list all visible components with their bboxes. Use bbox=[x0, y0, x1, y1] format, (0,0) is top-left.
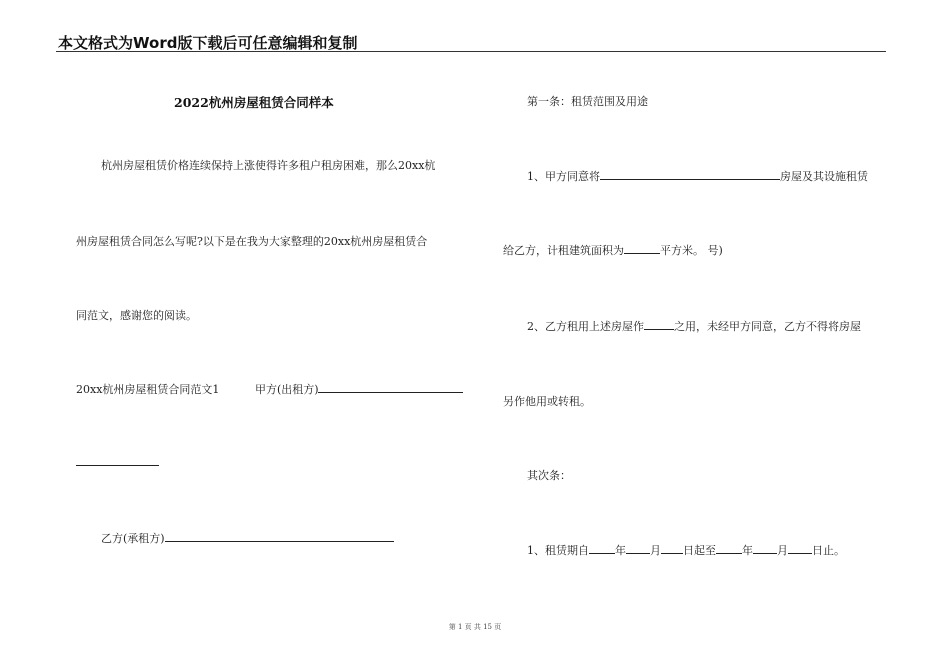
party-a-blank-continued bbox=[76, 465, 159, 466]
property-address-blank bbox=[600, 169, 780, 180]
start-day-blank bbox=[661, 543, 683, 554]
lease-term-line bbox=[527, 542, 845, 558]
item-2-prefix: 2、乙方租用上述房屋作 bbox=[527, 320, 644, 333]
party-b-label: 乙方(承租方) bbox=[101, 532, 165, 545]
usage-blank bbox=[644, 319, 674, 330]
end-year-label: 年 bbox=[742, 544, 753, 557]
item-1-area-text: 给乙方，计租建筑面积为 bbox=[503, 244, 624, 257]
year-label: 年 bbox=[615, 544, 626, 557]
party-a-label: 甲方(出租方) bbox=[255, 383, 319, 396]
item-1-line-1 bbox=[527, 168, 868, 184]
end-month-blank bbox=[753, 543, 777, 554]
contract-sample-label: 20xx杭州房屋租赁合同范文1 bbox=[76, 383, 220, 396]
area-blank bbox=[624, 243, 660, 254]
page-header-title: 本文格式为Word版下载后可任意编辑和复制 bbox=[58, 34, 358, 52]
day-to-label: 日起至 bbox=[683, 544, 716, 557]
item-2-line-2: 另作他用或转租。 bbox=[503, 395, 591, 408]
item-2-suffix: 之用，未经甲方同意，乙方不得将房屋 bbox=[674, 320, 861, 333]
item-1-area-unit: 平方米。 号) bbox=[660, 244, 723, 257]
article-1-heading: 第一条：租赁范围及用途 bbox=[527, 95, 648, 108]
header-divider bbox=[56, 51, 886, 52]
end-day-label: 日止。 bbox=[812, 544, 845, 557]
page-number-footer: 第 1 页 共 15 页 bbox=[448, 623, 502, 631]
article-2-heading: 其次条： bbox=[527, 469, 571, 482]
lease-term-prefix: 1、租赁期自 bbox=[527, 544, 589, 557]
intro-line-3: 同范文，感谢您的阅读。 bbox=[76, 309, 197, 322]
party-a-blank bbox=[318, 392, 463, 393]
end-day-blank bbox=[788, 543, 812, 554]
party-b-blank bbox=[165, 541, 394, 542]
start-year-blank bbox=[589, 543, 615, 554]
start-month-blank bbox=[626, 543, 650, 554]
item-1-line-2 bbox=[503, 242, 723, 258]
document-title: 2022杭州房屋租赁合同样本 bbox=[174, 95, 334, 110]
end-year-blank bbox=[716, 543, 742, 554]
item-1-prefix: 1、甲方同意将 bbox=[527, 170, 600, 183]
month-label: 月 bbox=[650, 544, 661, 557]
intro-line-1: 杭州房屋租赁价格连续保持上涨使得许多租户租房困难，那么20xx杭 bbox=[101, 159, 436, 172]
intro-line-2: 州房屋租赁合同怎么写呢?以下是在我为大家整理的20xx杭州房屋租赁合 bbox=[76, 235, 428, 248]
item-1-suffix: 房屋及其设施租赁 bbox=[780, 170, 868, 183]
item-2-line-1 bbox=[527, 318, 861, 334]
end-month-label: 月 bbox=[777, 544, 788, 557]
